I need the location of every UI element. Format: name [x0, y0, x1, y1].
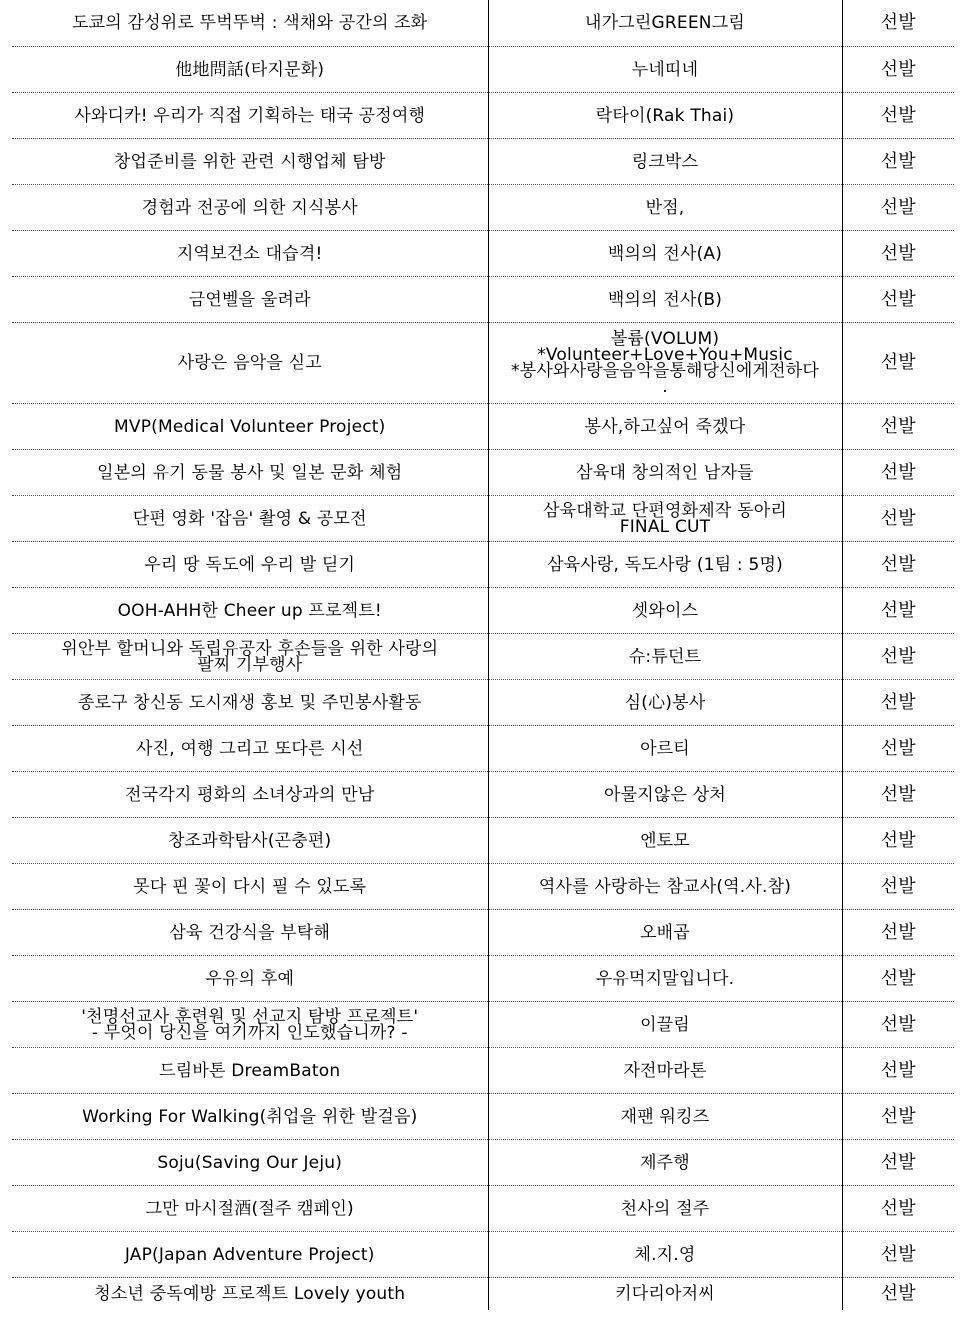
- table-row: [12, 726, 954, 772]
- team-name-cell: 키다리아저씨: [488, 1278, 842, 1310]
- table-row: [12, 277, 954, 323]
- selection-result-cell: 선발: [842, 496, 954, 542]
- project-name-cell: 종로구 창신동 도시재생 홍보 및 주민봉사활동: [12, 680, 488, 726]
- results-table: [12, 0, 954, 1310]
- table-row: [12, 1140, 954, 1186]
- selection-result-cell: 선발: [842, 1002, 954, 1048]
- project-name-cell: 도쿄의 감성위로 뚜벅뚜벅 : 색채와 공간의 조화: [12, 0, 488, 47]
- table-row: [12, 323, 954, 404]
- selection-result-cell: 선발: [842, 1186, 954, 1232]
- team-name-cell: 엔토모: [488, 818, 842, 864]
- project-name-cell: 삼육 건강식을 부탁해: [12, 910, 488, 956]
- team-name-cell: 우유먹지말입니다.: [488, 956, 842, 1002]
- selection-result-cell: 선발: [842, 0, 954, 47]
- team-name-cell: 재팬 워킹즈: [488, 1094, 842, 1140]
- team-name-cell: 반점,: [488, 185, 842, 231]
- project-name-cell: 우리 땅 독도에 우리 발 딛기: [12, 542, 488, 588]
- team-name-cell: 제주행: [488, 1140, 842, 1186]
- table-row: [12, 450, 954, 496]
- team-name-cell: 누네띠네: [488, 47, 842, 93]
- project-name-cell: 전국각지 평화의 소녀상과의 만남: [12, 772, 488, 818]
- table-row: [12, 496, 954, 542]
- project-name-cell: 일본의 유기 동물 봉사 및 일본 문화 체험: [12, 450, 488, 496]
- team-name-cell: 삼육대 창의적인 남자들: [488, 450, 842, 496]
- project-name-cell: JAP(Japan Adventure Project): [12, 1232, 488, 1278]
- team-name-cell: 셋와이스: [488, 588, 842, 634]
- table-row: [12, 910, 954, 956]
- selection-result-cell: 선발: [842, 1278, 954, 1310]
- table-row: [12, 1094, 954, 1140]
- project-name-cell: 사와디카! 우리가 직접 기획하는 태국 공정여행: [12, 93, 488, 139]
- project-name-cell: 위안부 할머니와 독립유공자 후손들을 위한 사랑의 팔찌 기부행사: [12, 634, 488, 680]
- team-name-cell: 삼육사랑, 독도사랑 (1팀 : 5명): [488, 542, 842, 588]
- selection-result-cell: 선발: [842, 680, 954, 726]
- team-name-cell: 심(心)봉사: [488, 680, 842, 726]
- team-name-cell: 체.지.영: [488, 1232, 842, 1278]
- table-row: [12, 0, 954, 47]
- selection-result-cell: 선발: [842, 1094, 954, 1140]
- project-name-cell: OOH-AHH한 Cheer up 프로젝트!: [12, 588, 488, 634]
- project-name-cell: 경험과 전공에 의한 지식봉사: [12, 185, 488, 231]
- table-row: [12, 864, 954, 910]
- team-name-cell: 링크박스: [488, 139, 842, 185]
- team-name-cell: 봉사,하고싶어 죽겠다: [488, 404, 842, 450]
- selection-result-cell: 선발: [842, 1140, 954, 1186]
- team-name-cell: 백의의 전사(B): [488, 277, 842, 323]
- table-row: [12, 956, 954, 1002]
- team-name-cell: 역사를 사랑하는 참교사(역.사.참): [488, 864, 842, 910]
- project-name-cell: 우유의 후예: [12, 956, 488, 1002]
- selection-result-cell: 선발: [842, 185, 954, 231]
- results-table-container: [12, 0, 954, 1310]
- table-row: [12, 1002, 954, 1048]
- table-row: [12, 680, 954, 726]
- project-name-cell: 他地問話(타지문화): [12, 47, 488, 93]
- table-row: [12, 1186, 954, 1232]
- selection-result-cell: 선발: [842, 323, 954, 404]
- selection-result-cell: 선발: [842, 93, 954, 139]
- team-name-cell: 백의의 전사(A): [488, 231, 842, 277]
- selection-result-cell: 선발: [842, 542, 954, 588]
- table-row: [12, 404, 954, 450]
- team-name-cell: 천사의 절주: [488, 1186, 842, 1232]
- table-row: [12, 1048, 954, 1094]
- table-row: [12, 231, 954, 277]
- table-row: [12, 1278, 954, 1310]
- project-name-cell: '천명선교사 훈련원 및 선교지 탐방 프로젝트' - 무엇이 당신을 여기까지 인도했습니까? -: [12, 1002, 488, 1048]
- table-row: [12, 1232, 954, 1278]
- team-name-cell: 아르티: [488, 726, 842, 772]
- selection-result-cell: 선발: [842, 910, 954, 956]
- table-row: [12, 542, 954, 588]
- selection-result-cell: 선발: [842, 956, 954, 1002]
- project-name-cell: 드림바톤 DreamBaton: [12, 1048, 488, 1094]
- selection-result-cell: 선발: [842, 726, 954, 772]
- project-name-cell: Soju(Saving Our Jeju): [12, 1140, 488, 1186]
- project-name-cell: 청소년 중독예방 프로젝트 Lovely youth: [12, 1278, 488, 1310]
- selection-result-cell: 선발: [842, 1048, 954, 1094]
- selection-result-cell: 선발: [842, 818, 954, 864]
- selection-result-cell: 선발: [842, 588, 954, 634]
- project-name-cell: 그만 마시절酒(절주 캠페인): [12, 1186, 488, 1232]
- team-name-cell: 내가그린GREEN그림: [488, 0, 842, 47]
- table-row: [12, 93, 954, 139]
- team-name-cell: 자전마라톤: [488, 1048, 842, 1094]
- project-name-cell: 못다 핀 꽃이 다시 필 수 있도록: [12, 864, 488, 910]
- project-name-cell: MVP(Medical Volunteer Project): [12, 404, 488, 450]
- team-name-cell: 볼륨(VOLUM) *Volunteer+Love+You+Music *봉사와사랑을음악을통해당신에게전하다 .: [488, 323, 842, 404]
- table-row: [12, 772, 954, 818]
- project-name-cell: 창조과학탐사(곤충편): [12, 818, 488, 864]
- team-name-cell: 슈:튜던트: [488, 634, 842, 680]
- team-name-cell: 락타이(Rak Thai): [488, 93, 842, 139]
- selection-result-cell: 선발: [842, 47, 954, 93]
- selection-result-cell: 선발: [842, 139, 954, 185]
- project-name-cell: 사진, 여행 그리고 또다른 시선: [12, 726, 488, 772]
- selection-result-cell: 선발: [842, 634, 954, 680]
- table-row: [12, 47, 954, 93]
- selection-result-cell: 선발: [842, 231, 954, 277]
- selection-result-cell: 선발: [842, 450, 954, 496]
- project-name-cell: 금연벨을 울려라: [12, 277, 488, 323]
- team-name-cell: 아물지않은 상처: [488, 772, 842, 818]
- selection-result-cell: 선발: [842, 404, 954, 450]
- selection-result-cell: 선발: [842, 1232, 954, 1278]
- table-row: [12, 185, 954, 231]
- team-name-cell: 이끌림: [488, 1002, 842, 1048]
- project-name-cell: 창업준비를 위한 관련 시행업체 탐방: [12, 139, 488, 185]
- selection-result-cell: 선발: [842, 864, 954, 910]
- selection-result-cell: 선발: [842, 277, 954, 323]
- selection-result-cell: 선발: [842, 772, 954, 818]
- team-name-cell: 삼육대학교 단편영화제작 동아리 FINAL CUT: [488, 496, 842, 542]
- project-name-cell: 사랑은 음악을 싣고: [12, 323, 488, 404]
- table-row: [12, 818, 954, 864]
- table-row: [12, 588, 954, 634]
- project-name-cell: Working For Walking(취업을 위한 발걸음): [12, 1094, 488, 1140]
- project-name-cell: 지역보건소 대습격!: [12, 231, 488, 277]
- results-table-body: [12, 0, 954, 1310]
- team-name-cell: 오배곱: [488, 910, 842, 956]
- table-row: [12, 634, 954, 680]
- table-row: [12, 139, 954, 185]
- project-name-cell: 단편 영화 '잡음' 촬영 & 공모전: [12, 496, 488, 542]
